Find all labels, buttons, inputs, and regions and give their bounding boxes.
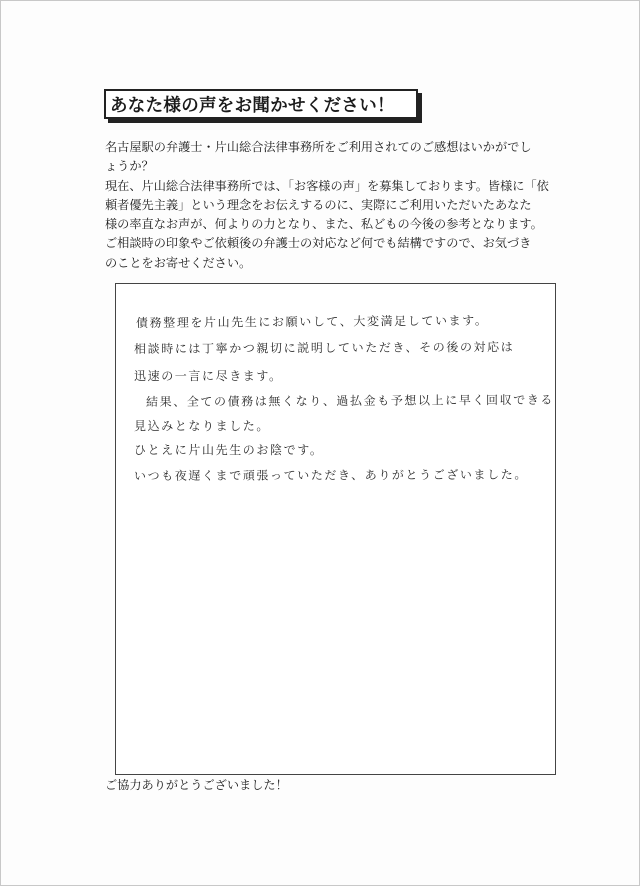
intro-line: 現在、片山総合法律事務所では、「お客様の声」を募集しております。皆様に「依 xyxy=(105,178,549,193)
handwritten-line: 迅速の一言に尽きます。 xyxy=(134,369,283,383)
intro-line: 様の率直なお声が、何よりの力となり、また、私どもの今後の参考となります。 xyxy=(105,217,543,232)
intro-line: 名古屋駅の弁護士・片山総合法律事務所をご利用されてのご感想はいかがでし xyxy=(105,140,532,154)
closing-message: ご協力ありがとうございました！ xyxy=(105,778,288,792)
handwritten-line: いつも夜遅くまで頑張っていただき、ありがとうございました。 xyxy=(133,467,528,483)
intro-text xyxy=(105,138,560,273)
intro-line: のことをお寄せください。 xyxy=(105,255,252,270)
intro-line: ょうか？ xyxy=(105,159,154,174)
intro-line: 頼者優先主義」という理念をお伝えするのに、実際にご利用いただいたあなた xyxy=(105,197,532,212)
handwritten-line: 結果、全ての債務は無くなり、過払金も予想以上に早く回収できる xyxy=(145,392,555,409)
handwritten-line: 相談時には丁寧かつ親切に説明していただき、その後の対応は xyxy=(133,340,515,356)
handwritten-line: 債務整理を片山先生にお願いして、大変満足しています。 xyxy=(135,313,489,330)
page-title: あなた様の声をお聞かせください！ xyxy=(104,89,418,119)
intro-line: ご相談時の印象やご依頼後の弁護士の対応など何でも結構ですので、お気づき xyxy=(105,236,532,251)
handwritten-line: 見込みとなりました。 xyxy=(134,419,271,433)
response-box xyxy=(115,283,556,775)
handwritten-line: ひとえに片山先生のお陰です。 xyxy=(134,443,324,457)
